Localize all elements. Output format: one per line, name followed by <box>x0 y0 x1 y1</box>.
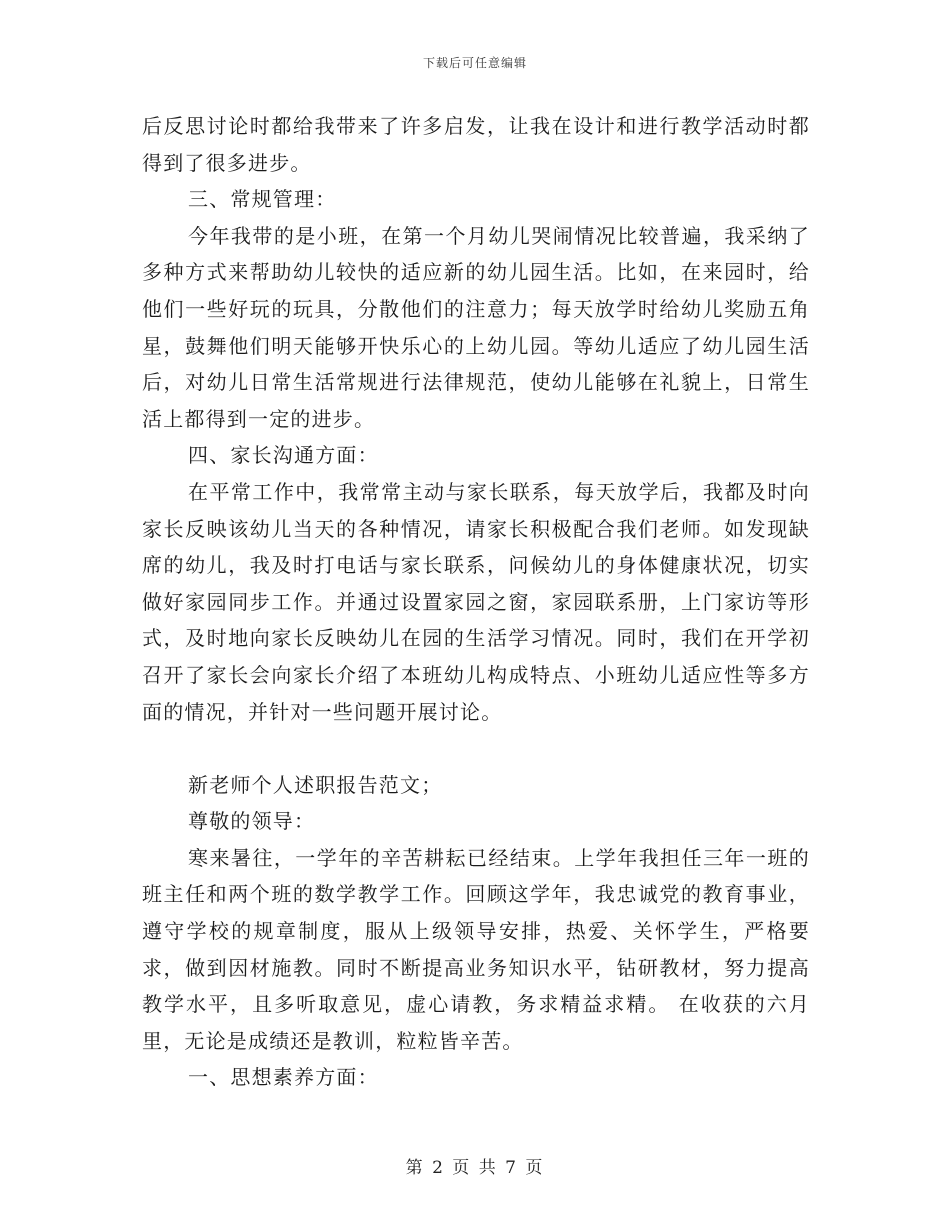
paragraph-gap <box>142 730 810 767</box>
paragraph-parent-communication: 在平常工作中，我常常主动与家长联系，每天放学后，我都及时向家长反映该幼儿当天的各种情况，请家长积极配合我们老师。如发现缺席的幼儿，我及时打电话与家长联系，问候幼儿的身体健康状况，切实做好家园同步工作。并通过设置家园之窗，家园联系册，上门家访等形式，及时地向家长反映幼儿在园的生活学习情况。同时，我们在开学初召开了家长会向家长介绍了本班幼儿构成特点、小班幼儿适应性等多方面的情况，并针对一些问题开展讨论。 <box>142 479 810 724</box>
document-body <box>142 108 810 1096</box>
section-heading-parent-communication: 四、家长沟通方面： <box>188 443 379 468</box>
paragraph-routine-management: 今年我带的是小班，在第一个月幼儿哭闹情况比较普遍，我采纳了多种方式来帮助幼儿较快的适应新的幼儿园生活。比如，在来园时，给他们一些好玩的玩具，分散他们的注意力；每天放学时给幼儿奖励五角星，鼓舞他们明天能够开快乐心的上幼儿园。等幼儿适应了幼儿园生活后，对幼儿日常生活常规进行法律规范，使幼儿能够在礼貌上，日常生活上都得到一定的进步。 <box>142 223 810 431</box>
section-heading-routine-management: 三、常规管理： <box>188 187 337 212</box>
page-number-footer: 第 2 页 共 7 页 <box>405 1158 545 1178</box>
paragraph-continuation: 后反思讨论时都给我带来了许多启发，让我在设计和进行教学活动时都得到了很多进步。 <box>142 114 810 175</box>
salutation: 尊敬的领导： <box>188 809 316 834</box>
section-heading-ideology: 一、思想素养方面： <box>188 1065 379 1090</box>
report-title: 新老师个人述职报告范文； <box>188 772 443 797</box>
page-header-note: 下载后可任意编辑 <box>422 56 527 70</box>
paragraph-introduction: 寒来暑往，一学年的辛苦耕耘已经结束。上学年我担任三年一班的班主任和两个班的数学教学工作。回顾这学年，我忠诚党的教育事业，遵守学校的规章制度，服从上级领导安排，热爱、关怀学生，严格要求，做到因材施教。同时不断提高业务知识水平，钻研教材，努力提高教学水平，且多听取意见，虚心请教，务求精益求精。 在收获的六月里，无论是成绩还是教训，粒粒皆辛苦。 <box>142 845 810 1053</box>
